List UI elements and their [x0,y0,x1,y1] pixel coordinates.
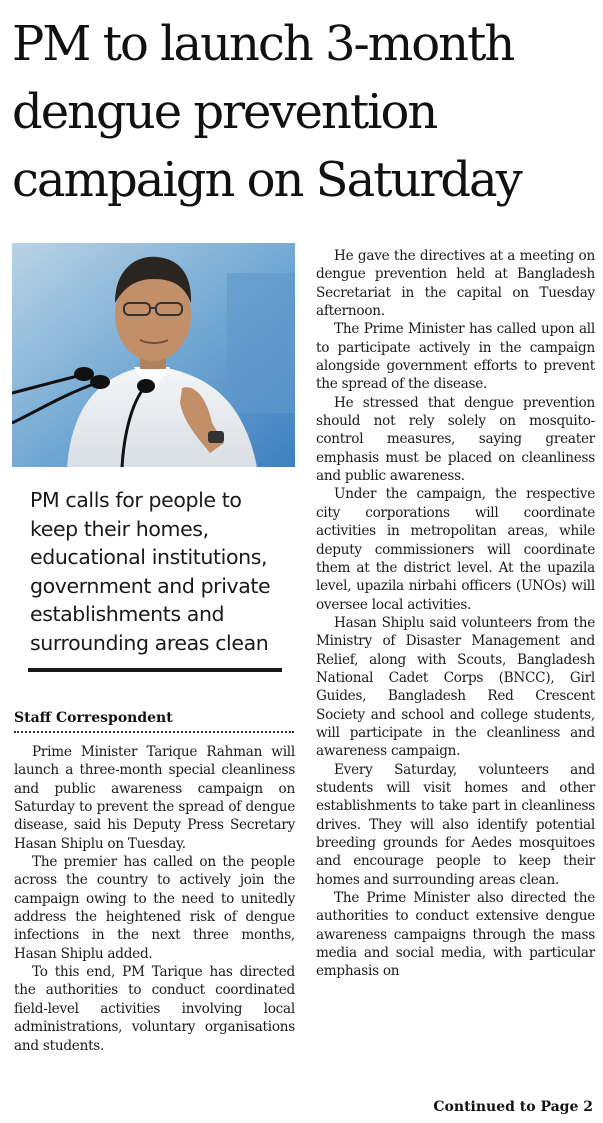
paragraph: The Prime Minister also directed the authorities to conduct extensive dengue awareness campaigns through the mass media and social media, with particular emphasis on [316,890,595,980]
paragraph: Prime Minister Tarique Rahman will launch a three-month special cleanliness and public awareness campaign on Saturday to prevent the spread of dengue disease, said his Deputy Press Secretary Hasan Shiplu on Tuesday. [14,744,295,852]
paragraph: The premier has called on the people across the country to actively join the campaign owing to the need to unitedly address the heightened risk of dengue infections in the next three months, Hasan Shiplu added. [14,854,295,962]
body-column-right [316,247,595,981]
paragraph: Under the campaign, the respective city corporations will coordinate activities in metropolitan areas, while deputy commissioners will coordinate them at the district level. At the upazila level, upazila nirbahi officers (UNOs) will oversee local activities. [316,486,595,613]
continued-link[interactable]: Continued to Page 2 [433,1099,593,1115]
body-column-left [14,743,295,1055]
paragraph: He gave the directives at a meeting on dengue prevention held at Bangladesh Secretariat in the capital on Tuesday afternoon. [316,248,595,320]
paragraph: Every Saturday, volunteers and students will visit homes and other establishments to take part in cleanliness drives. They will also identify potential breeding grounds for Aedes mosquitoes and encourage people to keep their homes and surrounding areas clean. [316,761,595,888]
headline: PM to launch 3-month dengue prevention campaign on Saturday [12,16,521,208]
deck-divider [28,668,282,672]
paragraph: Hasan Shiplu said volunteers from the Ministry of Disaster Management and Relief, along with Scouts, Bangladesh National Cadet Corps (BNCC), Girl Guides, Bangladesh Red Crescent Society and school and college students, will participate in the cleanliness and awareness campaign. [316,614,595,760]
deck-summary: PM calls for people to keep their homes, educational institutions, government and private establishments and surrounding areas clean [30,488,271,655]
paragraph: The Prime Minister has called upon all to participate actively in the campaign alongside government efforts to prevent the spread of the disease. [316,321,595,393]
byline: Staff Correspondent [14,710,173,726]
paragraph: He stressed that dengue prevention should not rely solely on mosquito-control measures, saying greater emphasis must be placed on cleanliness and public awareness. [316,394,595,485]
byline-divider [14,731,294,733]
article-photo [12,243,295,467]
paragraph: To this end, PM Tarique has directed the authorities to conduct coordinated field-level activities involving local administrations, voluntary organisations and students. [14,964,295,1054]
